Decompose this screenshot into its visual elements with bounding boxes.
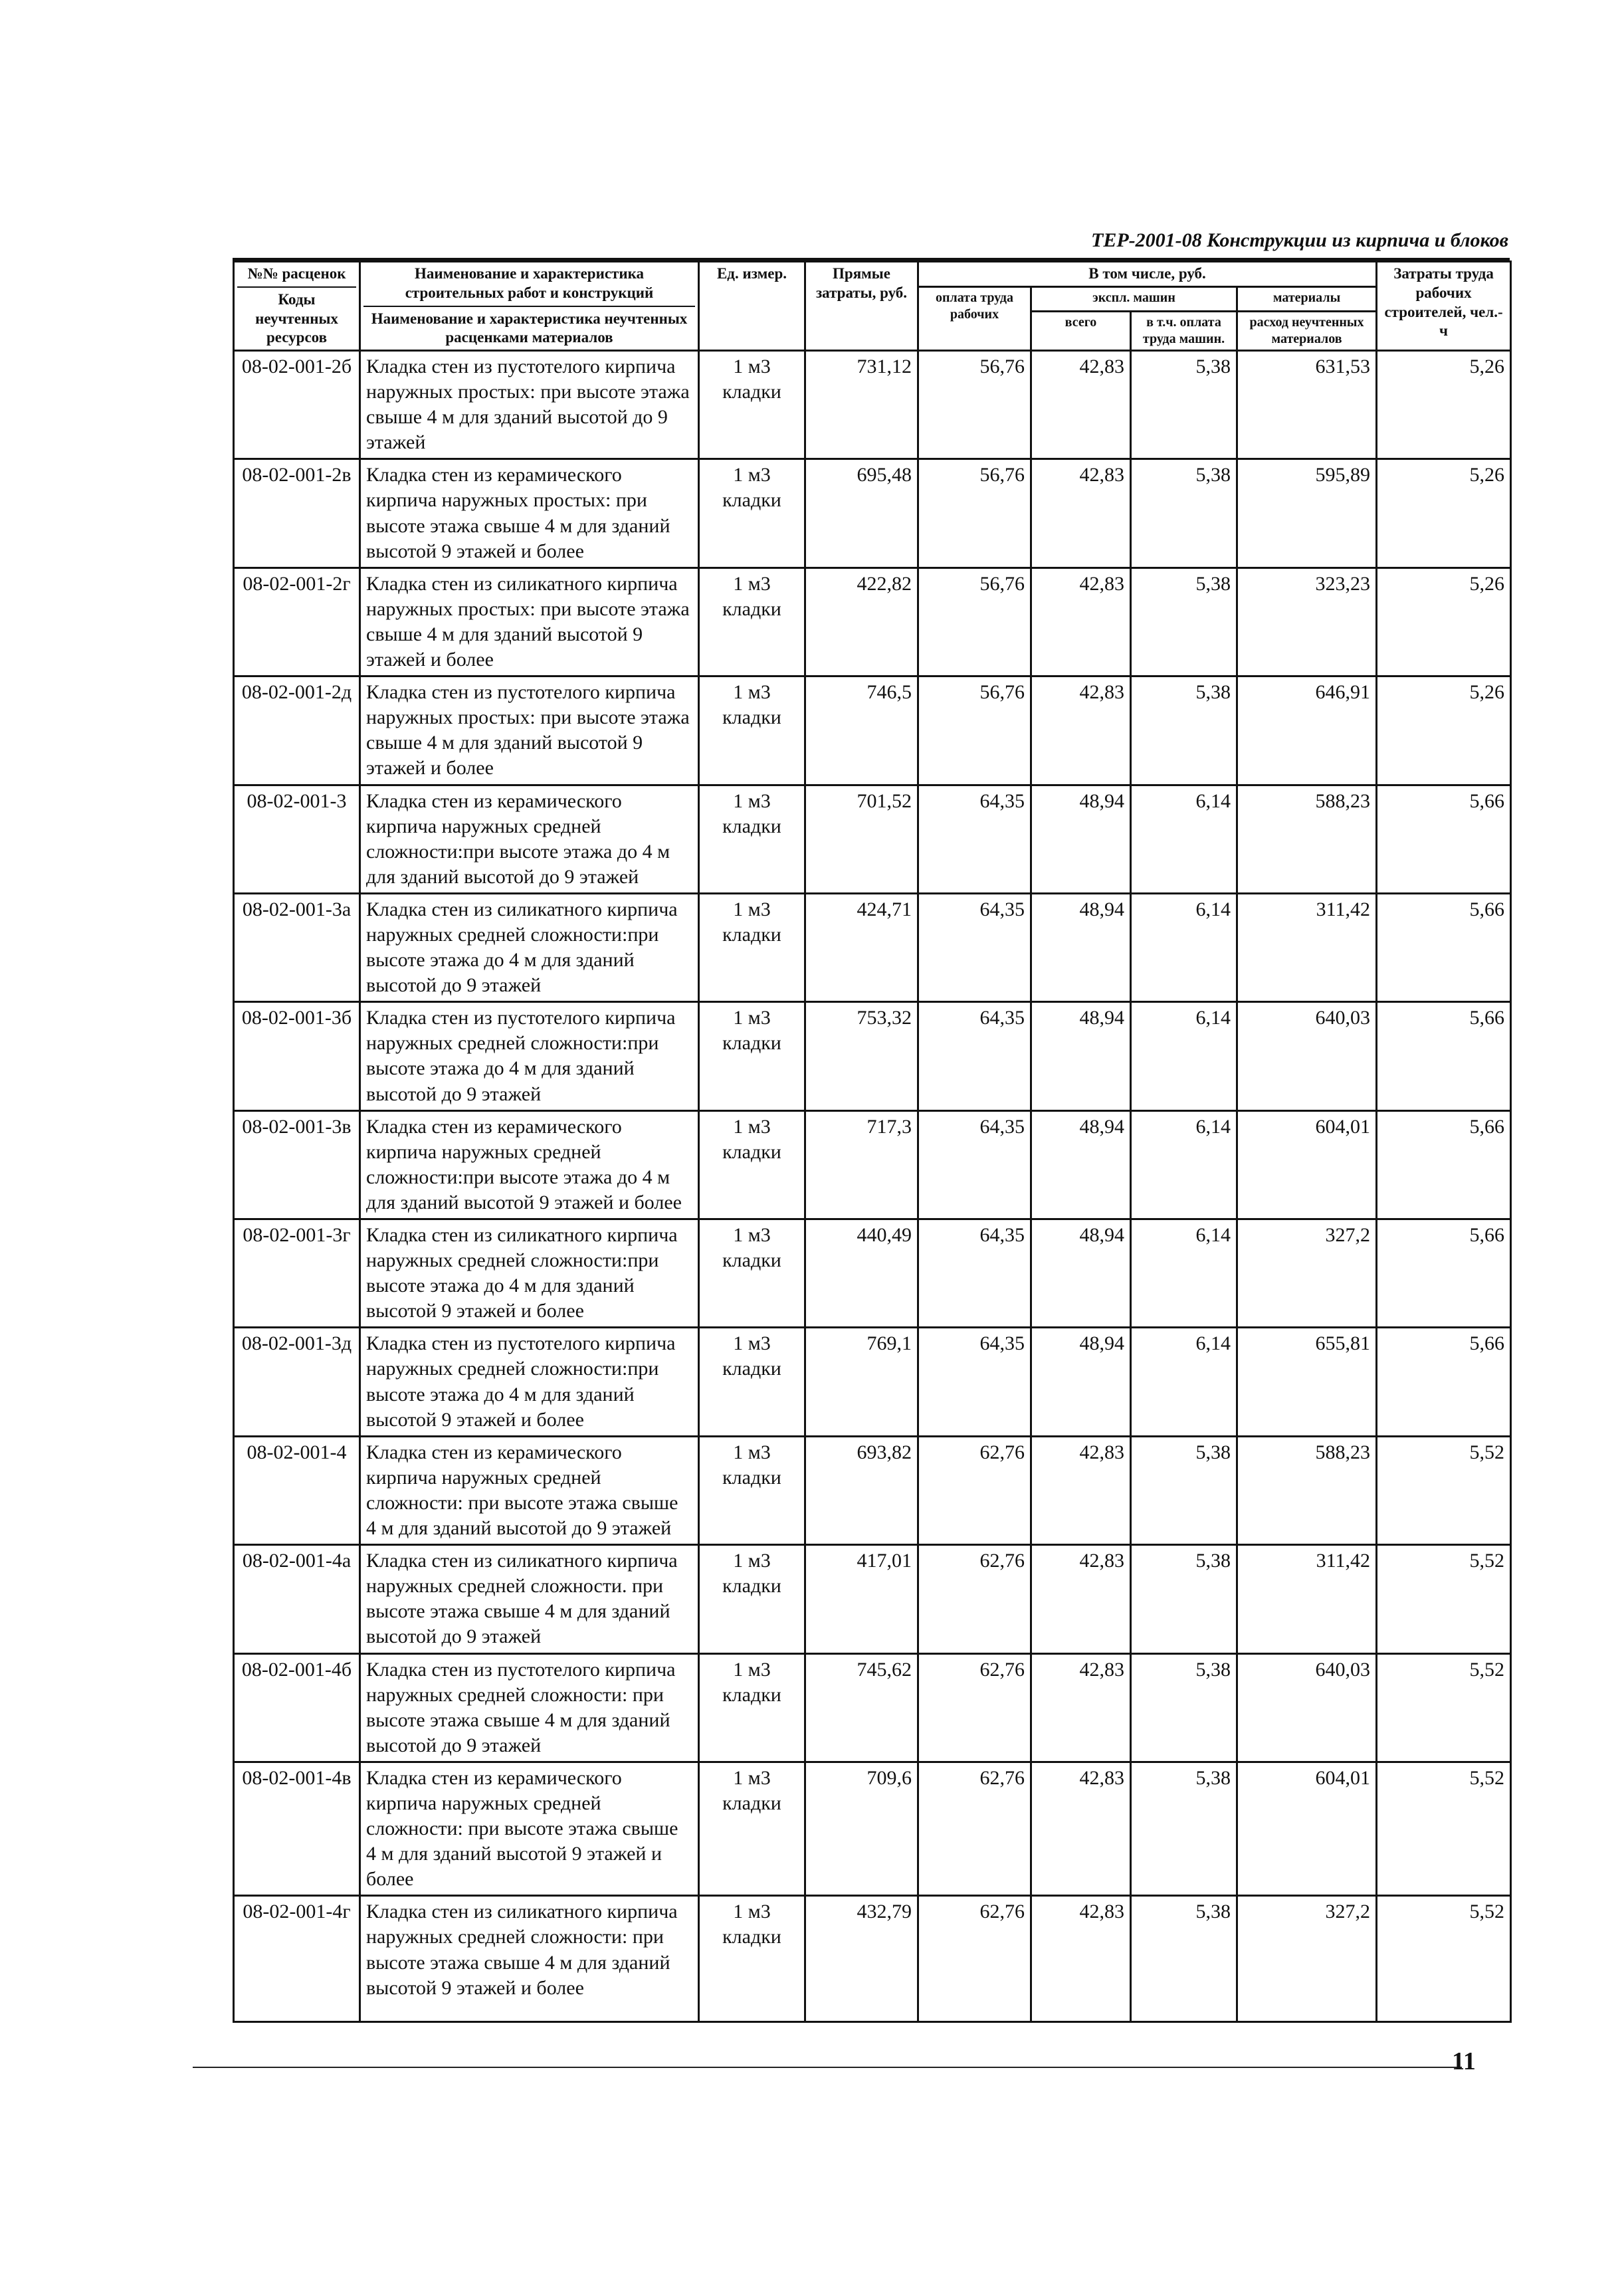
cell-direct: 753,32 xyxy=(805,1002,918,1110)
cell-mach: 42,83 xyxy=(1031,1896,1131,2022)
cell-mat: 604,01 xyxy=(1237,1110,1377,1219)
cell-mat: 327,2 xyxy=(1237,1219,1377,1328)
cell-direct: 745,62 xyxy=(805,1653,918,1762)
cell-unit: 1 м3 кладки xyxy=(699,1653,805,1762)
cell-labor: 5,52 xyxy=(1377,1896,1511,2022)
cell-direct: 432,79 xyxy=(805,1896,918,2022)
header-mach-total: всего xyxy=(1031,312,1131,351)
cell-unit: 1 м3 кладки xyxy=(699,785,805,893)
cell-direct: 731,12 xyxy=(805,351,918,459)
table-row xyxy=(234,1896,1511,2022)
table-row xyxy=(234,1436,1511,1544)
cell-wage: 64,35 xyxy=(918,1110,1031,1219)
cell-mach-wage: 6,14 xyxy=(1131,893,1237,1001)
cell-labor: 5,66 xyxy=(1377,785,1511,893)
cell-wage: 62,76 xyxy=(918,1762,1031,1895)
table-row xyxy=(234,1653,1511,1762)
page-number: 11 xyxy=(1452,2047,1476,2075)
cell-unit: 1 м3 кладки xyxy=(699,676,805,785)
cell-wage: 62,76 xyxy=(918,1653,1031,1762)
cell-name: Кладка стен из керамического кирпича наружных средней сложности: при высоте этажа свыше 4 м для зданий высотой до 9 этажей xyxy=(360,1436,699,1544)
cell-direct: 701,52 xyxy=(805,785,918,893)
running-head: ТЕР-2001-08 Конструкции из кирпича и блоков xyxy=(1091,229,1508,251)
cell-direct: 693,82 xyxy=(805,1436,918,1544)
cell-code: 08-02-001-2б xyxy=(234,351,360,459)
cell-labor: 5,52 xyxy=(1377,1436,1511,1544)
table-row xyxy=(234,1219,1511,1328)
cell-unit: 1 м3 кладки xyxy=(699,1002,805,1110)
cell-unit: 1 м3 кладки xyxy=(699,1219,805,1328)
cell-name: Кладка стен из пустотелого кирпича наружных простых: при высоте этажа свыше 4 м для зданий высотой 9 этажей и более xyxy=(360,676,699,785)
cell-mach: 42,83 xyxy=(1031,459,1131,568)
cell-wage: 64,35 xyxy=(918,893,1031,1001)
cell-mach: 48,94 xyxy=(1031,1002,1131,1110)
cell-name: Кладка стен из силикатного кирпича наружных средней сложности:при высоте этажа до 4 м для зданий высотой до 9 этажей xyxy=(360,893,699,1001)
cell-name: Кладка стен из силикатного кирпича наружных простых: при высоте этажа свыше 4 м для зданий высотой 9 этажей и более xyxy=(360,568,699,676)
cell-labor: 5,26 xyxy=(1377,459,1511,568)
cell-labor: 5,52 xyxy=(1377,1762,1511,1895)
cell-name: Кладка стен из пустотелого кирпича наружных средней сложности:при высоте этажа до 4 м для зданий высотой 9 этажей и более xyxy=(360,1328,699,1436)
cell-mach-wage: 5,38 xyxy=(1131,676,1237,785)
cell-mach: 48,94 xyxy=(1031,1328,1131,1436)
cell-mach-wage: 5,38 xyxy=(1131,351,1237,459)
cell-code: 08-02-001-4а xyxy=(234,1545,360,1653)
cell-code: 08-02-001-3в xyxy=(234,1110,360,1219)
cell-unit: 1 м3 кладки xyxy=(699,459,805,568)
cell-code: 08-02-001-2г xyxy=(234,568,360,676)
cell-mach-wage: 6,14 xyxy=(1131,1219,1237,1328)
cell-mach-wage: 5,38 xyxy=(1131,1545,1237,1653)
cell-mach: 42,83 xyxy=(1031,1653,1131,1762)
footer-rule xyxy=(193,2067,1462,2068)
cell-mach-wage: 6,14 xyxy=(1131,1328,1237,1436)
cell-wage: 56,76 xyxy=(918,351,1031,459)
header-code-bottom: Коды неучтенных ресурсов xyxy=(237,286,356,348)
cell-wage: 64,35 xyxy=(918,1219,1031,1328)
header-materials-group: материалы xyxy=(1237,286,1377,311)
cell-code: 08-02-001-4б xyxy=(234,1653,360,1762)
cell-mach: 42,83 xyxy=(1031,1545,1131,1653)
cell-code: 08-02-001-3 xyxy=(234,785,360,893)
header-name-top: Наименование и характеристика строительных работ и конструкций xyxy=(405,265,654,301)
cell-labor: 5,66 xyxy=(1377,1110,1511,1219)
cell-mach-wage: 5,38 xyxy=(1131,1896,1237,2022)
cell-unit: 1 м3 кладки xyxy=(699,1436,805,1544)
cell-mach-wage: 6,14 xyxy=(1131,1110,1237,1219)
table-row xyxy=(234,893,1511,1001)
cell-direct: 769,1 xyxy=(805,1328,918,1436)
cell-unit: 1 м3 кладки xyxy=(699,1110,805,1219)
cell-mat: 655,81 xyxy=(1237,1328,1377,1436)
cell-mach: 48,94 xyxy=(1031,1219,1131,1328)
cell-mach: 42,83 xyxy=(1031,1762,1131,1895)
cell-mach-wage: 6,14 xyxy=(1131,785,1237,893)
cell-wage: 64,35 xyxy=(918,785,1031,893)
cell-direct: 717,3 xyxy=(805,1110,918,1219)
cell-mat: 595,89 xyxy=(1237,459,1377,568)
cell-name: Кладка стен из силикатного кирпича наружных средней сложности. при высоте этажа свыше 4 м для зданий высотой до 9 этажей xyxy=(360,1545,699,1653)
cell-code: 08-02-001-2д xyxy=(234,676,360,785)
cell-labor: 5,66 xyxy=(1377,1328,1511,1436)
cell-labor: 5,66 xyxy=(1377,893,1511,1001)
cell-direct: 422,82 xyxy=(805,568,918,676)
header-name xyxy=(360,262,699,351)
header-code xyxy=(234,262,360,351)
cell-mach: 42,83 xyxy=(1031,351,1131,459)
cell-direct: 424,71 xyxy=(805,893,918,1001)
cell-unit: 1 м3 кладки xyxy=(699,1762,805,1895)
cell-direct: 746,5 xyxy=(805,676,918,785)
cell-mach: 48,94 xyxy=(1031,1110,1131,1219)
header-incl: В том числе, руб. xyxy=(918,262,1377,287)
cell-wage: 64,35 xyxy=(918,1328,1031,1436)
cell-unit: 1 м3 кладки xyxy=(699,893,805,1001)
cell-name: Кладка стен из керамического кирпича наружных средней сложности:при высоте этажа до 4 м для зданий высотой 9 этажей и более xyxy=(360,1110,699,1219)
table-row xyxy=(234,1762,1511,1895)
table-row xyxy=(234,1110,1511,1219)
cell-name: Кладка стен из керамического кирпича наружных средней сложности:при высоте этажа до 4 м для зданий высотой до 9 этажей xyxy=(360,785,699,893)
cell-mat: 588,23 xyxy=(1237,1436,1377,1544)
table-row xyxy=(234,785,1511,893)
cell-labor: 5,66 xyxy=(1377,1002,1511,1110)
cell-labor: 5,52 xyxy=(1377,1545,1511,1653)
cell-mach: 42,83 xyxy=(1031,676,1131,785)
cell-unit: 1 м3 кладки xyxy=(699,568,805,676)
cell-unit: 1 м3 кладки xyxy=(699,1896,805,2022)
header-name-bottom: Наименование и характеристика неучтенных расценками материалов xyxy=(363,306,695,348)
cell-mat: 640,03 xyxy=(1237,1653,1377,1762)
cell-mach-wage: 5,38 xyxy=(1131,1436,1237,1544)
cell-unit: 1 м3 кладки xyxy=(699,1545,805,1653)
cell-mat: 604,01 xyxy=(1237,1762,1377,1895)
header-machines: экспл. машин xyxy=(1031,286,1237,311)
cell-mach-wage: 5,38 xyxy=(1131,1653,1237,1762)
cell-mat: 323,23 xyxy=(1237,568,1377,676)
table-row xyxy=(234,1545,1511,1653)
cell-labor: 5,52 xyxy=(1377,1653,1511,1762)
cell-name: Кладка стен из пустотелого кирпича наружных средней сложности: при высоте этажа свыше 4 м для зданий высотой до 9 этажей xyxy=(360,1653,699,1762)
cell-labor: 5,26 xyxy=(1377,676,1511,785)
cell-mach: 48,94 xyxy=(1031,893,1131,1001)
cell-code: 08-02-001-4в xyxy=(234,1762,360,1895)
cell-mat: 631,53 xyxy=(1237,351,1377,459)
cell-mach-wage: 5,38 xyxy=(1131,568,1237,676)
header-labor: Затраты труда рабочих строителей, чел.-ч xyxy=(1377,262,1511,351)
table-row xyxy=(234,568,1511,676)
cell-direct: 440,49 xyxy=(805,1219,918,1328)
cell-mat: 640,03 xyxy=(1237,1002,1377,1110)
cell-mach: 48,94 xyxy=(1031,785,1131,893)
cell-mat: 311,42 xyxy=(1237,1545,1377,1653)
cell-labor: 5,66 xyxy=(1377,1219,1511,1328)
header-materials: расход неучтенных материалов xyxy=(1237,312,1377,351)
cell-name: Кладка стен из пустотелого кирпича наружных простых: при высоте этажа свыше 4 м для зданий высотой до 9 этажей xyxy=(360,351,699,459)
cell-wage: 56,76 xyxy=(918,676,1031,785)
cell-mach-wage: 5,38 xyxy=(1131,459,1237,568)
cell-mat: 646,91 xyxy=(1237,676,1377,785)
cell-code: 08-02-001-3б xyxy=(234,1002,360,1110)
cell-code: 08-02-001-3а xyxy=(234,893,360,1001)
cell-wage: 62,76 xyxy=(918,1896,1031,2022)
cell-name: Кладка стен из силикатного кирпича наружных средней сложности:при высоте этажа до 4 м для зданий высотой 9 этажей и более xyxy=(360,1219,699,1328)
header-direct: Прямые затраты, руб. xyxy=(805,262,918,351)
rates-table xyxy=(233,260,1512,2023)
cell-mat: 311,42 xyxy=(1237,893,1377,1001)
table-row xyxy=(234,351,1511,459)
cell-wage: 56,76 xyxy=(918,459,1031,568)
cell-name: Кладка стен из силикатного кирпича наружных средней сложности: при высоте этажа свыше 4 м для зданий высотой 9 этажей и более xyxy=(360,1896,699,2022)
cell-unit: 1 м3 кладки xyxy=(699,351,805,459)
header-code-top: №№ расценок xyxy=(247,265,346,282)
cell-wage: 62,76 xyxy=(918,1436,1031,1544)
table-row xyxy=(234,676,1511,785)
cell-labor: 5,26 xyxy=(1377,568,1511,676)
cell-direct: 695,48 xyxy=(805,459,918,568)
table-row xyxy=(234,1328,1511,1436)
cell-labor: 5,26 xyxy=(1377,351,1511,459)
cell-code: 08-02-001-2в xyxy=(234,459,360,568)
cell-mat: 327,2 xyxy=(1237,1896,1377,2022)
cell-mach-wage: 6,14 xyxy=(1131,1002,1237,1110)
cell-wage: 64,35 xyxy=(918,1002,1031,1110)
cell-name: Кладка стен из керамического кирпича наружных простых: при высоте этажа свыше 4 м для зданий высотой 9 этажей и более xyxy=(360,459,699,568)
cell-name: Кладка стен из керамического кирпича наружных средней сложности: при высоте этажа свыше 4 м для зданий высотой 9 этажей и более xyxy=(360,1762,699,1895)
cell-direct: 709,6 xyxy=(805,1762,918,1895)
cell-mach: 42,83 xyxy=(1031,1436,1131,1544)
cell-unit: 1 м3 кладки xyxy=(699,1328,805,1436)
cell-wage: 62,76 xyxy=(918,1545,1031,1653)
header-wage: оплата труда рабочих xyxy=(918,286,1031,350)
cell-mach-wage: 5,38 xyxy=(1131,1762,1237,1895)
cell-code: 08-02-001-3д xyxy=(234,1328,360,1436)
cell-wage: 56,76 xyxy=(918,568,1031,676)
cell-direct: 417,01 xyxy=(805,1545,918,1653)
cell-mach: 42,83 xyxy=(1031,568,1131,676)
header-unit: Ед. измер. xyxy=(699,262,805,351)
cell-name: Кладка стен из пустотелого кирпича наружных средней сложности:при высоте этажа до 4 м для зданий высотой до 9 этажей xyxy=(360,1002,699,1110)
cell-code: 08-02-001-4г xyxy=(234,1896,360,2022)
cell-code: 08-02-001-4 xyxy=(234,1436,360,1544)
table-row xyxy=(234,459,1511,568)
table-header xyxy=(234,262,1511,351)
header-mach-wage: в т.ч. оплата труда машин. xyxy=(1131,312,1237,351)
table-row xyxy=(234,1002,1511,1110)
cell-mat: 588,23 xyxy=(1237,785,1377,893)
cell-code: 08-02-001-3г xyxy=(234,1219,360,1328)
